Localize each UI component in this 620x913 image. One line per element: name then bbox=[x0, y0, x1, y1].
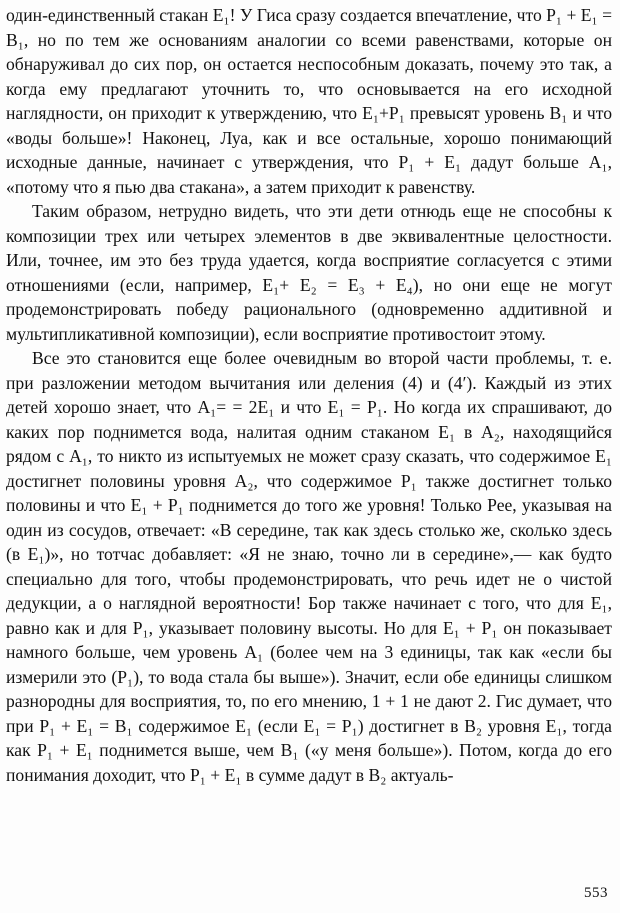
paragraph-3: Все это становится еще более очевидным во второй части проблемы, т. е. при разложении методом вычитания или деления (4) и (4′). Каждый из этих детей хорошо знает, что A₁= = 2E₁ и что E₁ = P₁. Но когда их спрашивают, до каких пор поднимется вода, налитая одним стаканом E₁ в A₂, находящийся рядом с A₁, то никто из испытуемых не может сразу сказать, что содержимое E₁ достигнет половины уровня A₂, что содержимое P₁ также достигнет только половины и что E₁ + P₁ поднимется до того же уровня! Только Рее, указывая на один из сосудов, отвечает: «В середине, так как здесь столько же, сколько здесь (в E₁)», но тотчас добавляет: «Я не знаю, точно ли в середине»,— как будто специально для того, чтобы продемонстрировать, что речь идет не о чистой дедукции, а о наглядной вероятности! Бор также начинает с того, что для E₁, равно как и для P₁, указывает половину высоты. Но для E₁ + P₁ он показывает намного больше, чем уровень A₁ (более чем на 3 единицы, так как «если бы измерили это (P₁), то вода стала бы выше»). Значит, если обе единицы слишком разнородны для восприятия, то, по его мнению, 1 + 1 не дают 2. Гис думает, что при P₁ + E₁ = B₁ содержимое E₁ (если E₁ = P₁) достигнет в B₂ уровня E₁, тогда как P₁ + E₁ поднимется выше, чем B₁ («у меня больше»). Потом, когда до его понимания доходит, что P₁ + E₁ в сумме дадут в B₂ актуаль- bbox=[6, 348, 612, 785]
body-text bbox=[6, 3, 612, 787]
paragraph-2: Таким образом, нетрудно видеть, что эти дети отнюдь еще не способны к композиции трех или четырех элементов в две эквивалентные целостности. Или, точнее, им это без труда удается, когда восприятие согласуется с этими отношениями (если, например, E₁+ E₂ = E₃ + E₄), но они еще не могут продемонстрировать победу рационального (одновременно аддитивной и мультипликативной композиции), если восприятие противостоит этому. bbox=[6, 201, 612, 344]
page-number: 553 bbox=[584, 885, 608, 901]
paragraph-1: один-единственный стакан E₁! У Гиса сразу создается впечатление, что P₁ + E₁ = B₁, но по тем же основаниям аналогии со всеми равенствами, которые он обнаруживал до сих пор, он остается неспособным доказать, почему это так, а когда ему предлагают уточнить то, что основывается на его исходной наглядности, он приходит к утверждению, что E₁+P₁ превысят уровень B₁ и что «воды больше»! Наконец, Луа, как и все остальные, хорошо понимающий исходные данные, начинает с утверждения, что P₁ + E₁ дадут больше A₁, «потому что я пью два стакана», а затем приходит к равенству. bbox=[6, 5, 612, 197]
